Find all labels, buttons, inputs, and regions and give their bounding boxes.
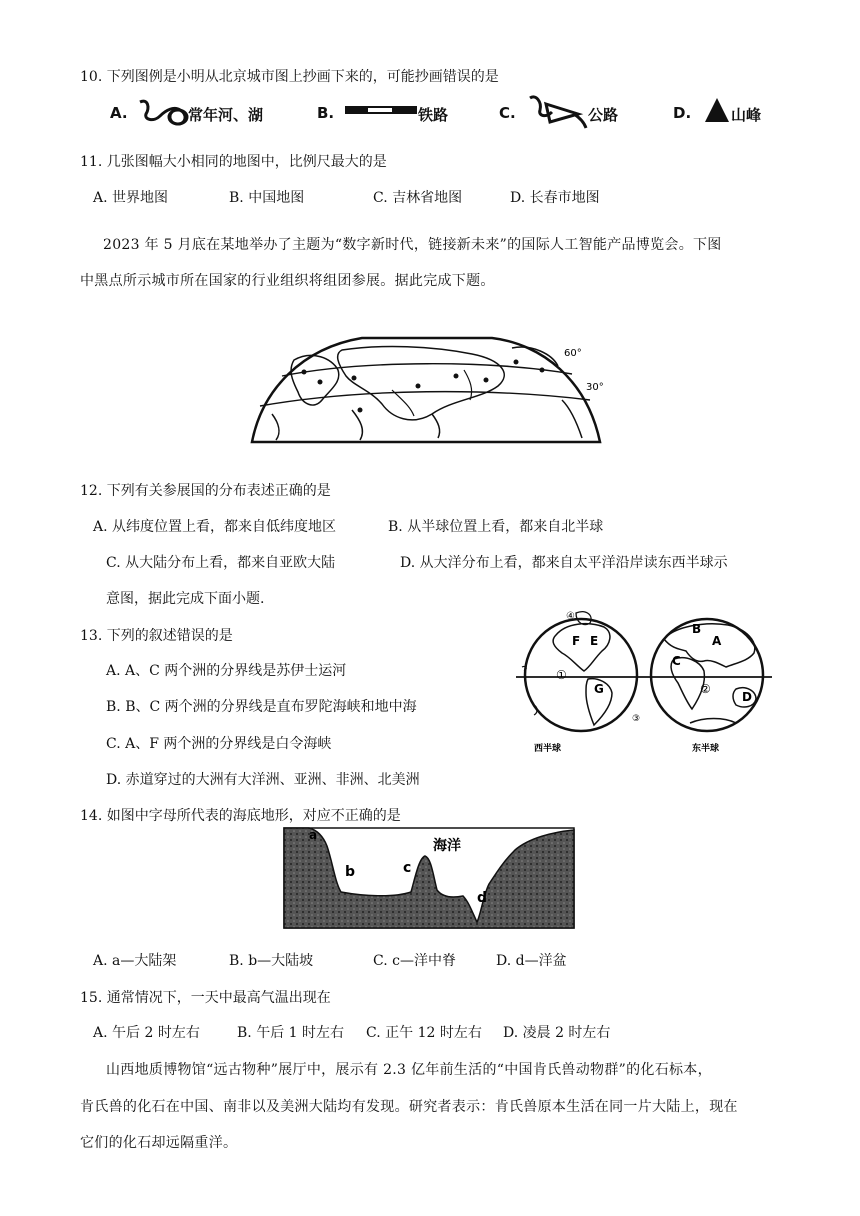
q10-option-b-text: 铁路 <box>418 106 449 124</box>
city-dot <box>358 408 363 413</box>
latitude-30-label: 30° <box>586 382 604 393</box>
q12-option-b: B. 从半球位置上看，都来自北半球 <box>388 519 604 535</box>
label-west-hemisphere: 西半球 <box>534 744 562 754</box>
q12-option-a: A. 从纬度位置上看，都来自低纬度地区 <box>93 519 337 535</box>
q14-option-c: C. c—洋中脊 <box>373 953 456 969</box>
q10-option-c-text: 公路 <box>588 106 619 124</box>
q15-stem: 15. 通常情况下，一天中最高气温出现在 <box>80 990 331 1006</box>
passage1-line2: 中黑点所示城市所在国家的行业组织将组团参展。据此完成下题。 <box>80 273 495 289</box>
q10-option-d-text: 山峰 <box>731 106 762 124</box>
city-dot <box>540 368 545 373</box>
q12-option-d: D. 从大洋分布上看，都来自太平洋沿岸读东西半球示 <box>400 555 728 571</box>
q15-option-d: D. 凌晨 2 时左右 <box>503 1025 611 1041</box>
label-ocean-3: ③ <box>632 714 641 724</box>
q15-option-c: C. 正午 12 时左右 <box>366 1025 482 1041</box>
q13-stem: 13. 下列的叙述错误的是 <box>80 628 233 644</box>
q14-option-a: A. a—大陆架 <box>93 953 177 969</box>
label-ocean-1: ① <box>556 668 567 682</box>
ocean-label: 海洋 <box>433 838 461 854</box>
q13-option-a: A. A、C 两个洲的分界线是苏伊士运河 <box>106 663 347 679</box>
hemispheres-figure <box>514 605 776 755</box>
q15-option-a: A. 午后 2 时左右 <box>93 1025 200 1041</box>
q11-stem: 11. 几张图幅大小相同的地图中，比例尺最大的是 <box>80 154 387 170</box>
q10-stem: 10. 下列图例是小明从北京城市图上抄画下来的，可能抄画错误的是 <box>80 69 499 85</box>
q10-option-c-letter: C. <box>499 104 516 122</box>
city-dot <box>484 378 489 383</box>
west-hemisphere <box>525 619 637 731</box>
q11-option-a: A. 世界地图 <box>93 190 169 206</box>
label-C: C <box>672 654 681 668</box>
label-c: c <box>403 860 412 876</box>
q10-option-a-letter: A. <box>110 104 128 122</box>
passage2-line2: 肯氏兽的化石在中国、南非以及美洲大陆均有发现。研究者表示：肯氏兽原本生活在同一片大陆上，现在 <box>80 1099 738 1115</box>
road-legend-icon <box>526 92 588 132</box>
q14-option-d: D. d—洋盆 <box>496 953 567 969</box>
q13-option-d: D. 赤道穿过的大洲有大洋洲、亚洲、非洲、北美洲 <box>106 772 420 788</box>
mountain-peak-legend-icon <box>703 96 731 124</box>
world-map-figure <box>242 330 612 445</box>
city-dot <box>352 376 357 381</box>
label-F: F <box>572 634 581 648</box>
label-ocean-2: ② <box>700 682 711 696</box>
q13-option-c: C. A、F 两个洲的分界线是白令海峡 <box>106 736 332 752</box>
label-ocean-4: ④ <box>566 611 575 622</box>
latitude-60-label: 60° <box>564 348 582 359</box>
label-A: A <box>712 634 722 648</box>
q10-option-b-letter: B. <box>317 104 335 122</box>
label-d: d <box>477 890 488 906</box>
q15-option-b: B. 午后 1 时左右 <box>237 1025 344 1041</box>
label-B: B <box>692 622 702 636</box>
city-dot <box>318 380 323 385</box>
q12-option-c: C. 从大陆分布上看，都来自亚欧大陆 <box>106 555 336 571</box>
city-dot <box>416 384 421 389</box>
label-b: b <box>345 864 356 880</box>
passage1-line1: 2023 年 5 月底在某地举办了主题为“数字新时代，链接新未来”的国际人工智能产品博览会。下图 <box>103 237 722 253</box>
river-lake-legend-icon <box>138 96 190 128</box>
q10-option-a-text: 常年河、湖 <box>188 106 264 124</box>
city-dot <box>454 374 459 379</box>
q11-option-b: B. 中国地图 <box>229 190 305 206</box>
q12-stem: 12. 下列有关参展国的分布表述正确的是 <box>80 483 331 499</box>
q11-option-d: D. 长春市地图 <box>510 190 600 206</box>
city-dot <box>302 370 307 375</box>
q14-option-b: B. b—大陆坡 <box>229 953 314 969</box>
label-a: a <box>309 828 318 842</box>
q14-stem: 14. 如图中字母所代表的海底地形，对应不正确的是 <box>80 808 401 824</box>
seabed-diagram <box>283 826 575 930</box>
q12-continuation: 意图，据此完成下面小题. <box>106 591 265 607</box>
label-E: E <box>590 634 599 648</box>
passage2-line3: 它们的化石却远隔重洋。 <box>80 1135 238 1151</box>
q13-option-b: B. B、C 两个洲的分界线是直布罗陀海峡和地中海 <box>106 699 417 715</box>
passage2-line1: 山西地质博物馆“远古物种”展厅中，展示有 2.3 亿年前生活的“中国肯氏兽动物群”的化石标本， <box>106 1062 712 1078</box>
railway-legend-icon <box>344 104 420 118</box>
q10-option-d-letter: D. <box>673 104 692 122</box>
label-G: G <box>594 682 604 696</box>
label-east-hemisphere: 东半球 <box>692 744 720 754</box>
q11-option-c: C. 吉林省地图 <box>373 190 463 206</box>
city-dot <box>514 360 519 365</box>
label-D: D <box>742 690 752 704</box>
